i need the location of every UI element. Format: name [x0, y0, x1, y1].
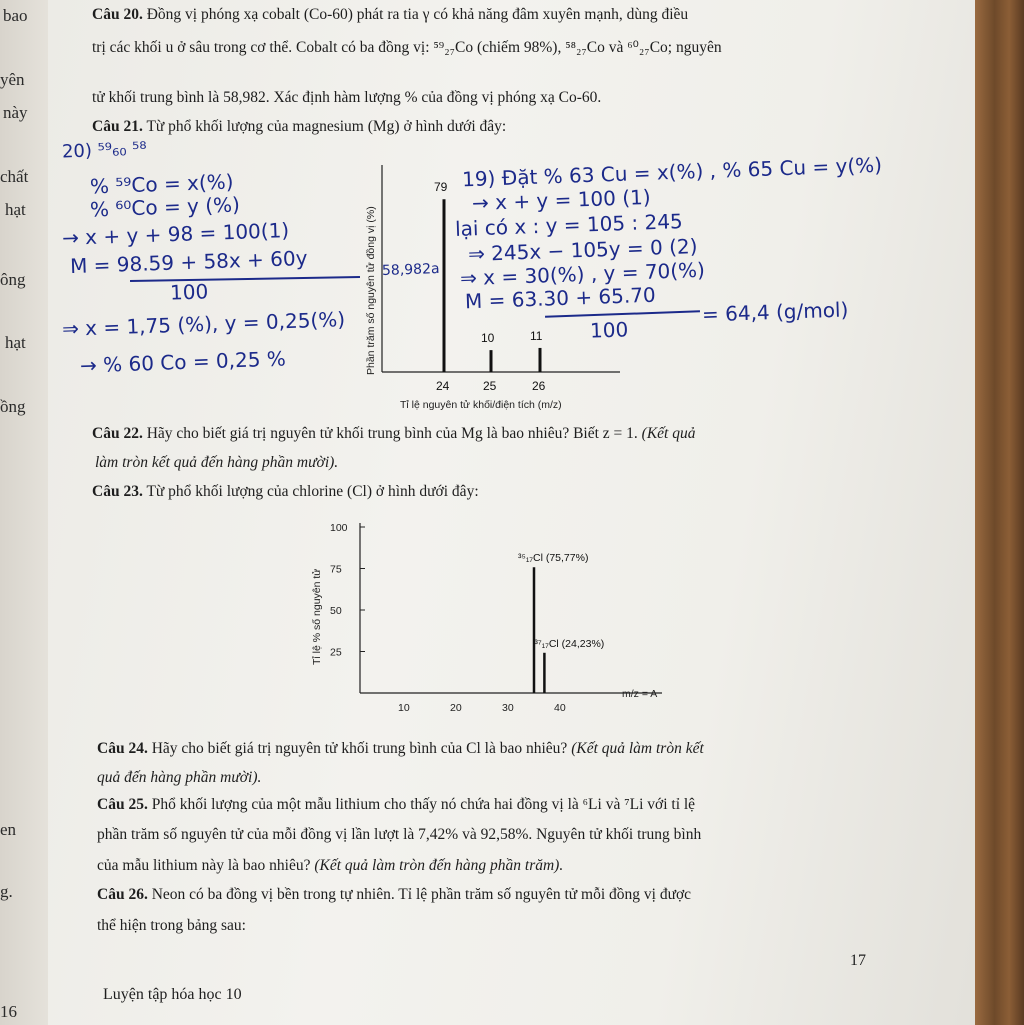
book-title: Luyện tập hóa học 10: [103, 986, 242, 1003]
question-text: Neon có ba đồng vị bền trong tự nhiên. Tỉ lệ phần trăm số nguyên tử mỗi đồng vị được: [151, 886, 692, 903]
question-22: [92, 425, 695, 443]
left-page-fragment: ồng: [0, 397, 26, 416]
question-26: [97, 886, 691, 904]
x-tick-label: 10: [398, 702, 410, 714]
handwritten-note: → % 60 Co = 0,25 %: [79, 346, 287, 378]
handwritten-note: ⇒ x = 30(%) , y = 70(%): [459, 257, 706, 291]
question-24-line-2: quả đến hàng phần mười).: [97, 769, 262, 786]
question-text: Từ phổ khối lượng của magnesium (Mg) ở hình dưới đây:: [146, 118, 507, 135]
question-text: Phổ khối lượng của một mẫu lithium cho thấy nó chứa hai đồng vị là ⁶Li và ⁷Li với tỉ lệ: [151, 796, 696, 813]
question-25-line-2: phần trăm số nguyên tử của mỗi đồng vị lần lượt là 7,42% và 92,58%. Nguyên tử khối trung bình: [97, 826, 702, 843]
question-note: (Kết quả làm tròn kết: [571, 740, 704, 757]
question-number: Câu 24.: [97, 740, 148, 757]
x-tick-label: 40: [554, 702, 566, 714]
question-20-line-3: tử khối trung bình là 58,982. Xác định hàm lượng % của đồng vị phóng xạ Co-60.: [92, 89, 602, 106]
x-axis-label: m/z = A: [622, 688, 658, 700]
handwritten-note: 100: [589, 317, 629, 343]
peak-value-label: 79: [434, 180, 448, 195]
left-page-fragment: en: [0, 820, 17, 839]
question-number: Câu 20.: [92, 6, 143, 23]
question-number: Câu 21.: [92, 118, 143, 135]
x-tick-label: 24: [436, 379, 450, 393]
handwritten-note: → x + y = 100 (1): [471, 184, 651, 216]
question-number: Câu 22.: [92, 425, 143, 442]
x-tick-label: 25: [483, 379, 497, 393]
question-25-line-3: [97, 857, 563, 875]
question-note: (Kết quả: [641, 425, 696, 442]
question-22-line-2: làm tròn kết quả đến hàng phần mười).: [95, 454, 339, 471]
left-page-fragment: ông: [0, 270, 26, 289]
wood-table-background: [975, 0, 1024, 1025]
handwritten-note: ⇒ x = 1,75 (%), y = 0,25(%): [61, 307, 346, 341]
left-page-fragment: bao: [3, 6, 28, 25]
question-24: [97, 740, 704, 758]
x-tick-label: 20: [450, 702, 462, 714]
handwritten-note: ⇒ 245x − 105y = 0 (2): [467, 234, 698, 266]
question-text: Từ phổ khối lượng của chlorine (Cl) ở hình dưới đây:: [146, 483, 479, 500]
left-page-fragment: 16: [0, 1002, 17, 1021]
question-20: [92, 6, 688, 24]
handwritten-note: → x + y + 98 = 100(1): [61, 218, 290, 250]
question-text: của mẫu lithium này là bao nhiêu?: [97, 857, 311, 874]
question-20-line-2: trị các khối u ở sâu trong cơ thể. Cobalt có ba đồng vị: ⁵⁹₂₇Co (chiếm 98%), ⁵⁸₂₇Co và ⁶⁰₂₇Co; nguyên: [92, 39, 722, 56]
question-number: Câu 25.: [97, 796, 148, 813]
handwritten-note: M = 63.30 + 65.70: [464, 282, 657, 314]
question-23: [92, 483, 479, 501]
y-tick-label: 25: [330, 646, 342, 659]
peak-value-label: ³⁵₁₇Cl (75,77%): [518, 552, 589, 565]
handwritten-note: 58,982a: [381, 261, 440, 279]
y-tick-label: 100: [330, 522, 348, 534]
y-tick-label: 75: [330, 563, 342, 576]
question-25: [97, 796, 695, 814]
question-number: Câu 26.: [97, 886, 148, 903]
handwritten-note: = 64,4 (g/mol): [701, 297, 849, 327]
left-page-fragment: yên: [0, 70, 25, 89]
y-tick-label: 50: [330, 605, 342, 617]
y-axis-label: Tỉ lệ % số nguyên tử: [311, 568, 323, 665]
question-text: Hãy cho biết giá trị nguyên tử khối trung bình của Cl là bao nhiêu?: [151, 740, 568, 757]
question-number: Câu 23.: [92, 483, 143, 500]
x-tick-label: 26: [532, 379, 546, 393]
handwritten-note: 19) Đặt % 63 Cu = x(%) , % 65 Cu = y(%): [461, 152, 883, 192]
handwritten-note: % ⁶⁰Co = y (%): [89, 192, 241, 222]
left-page-fragment: g.: [0, 882, 13, 901]
question-26-line-2: thể hiện trong bảng sau:: [97, 917, 246, 934]
x-axis-label: Tỉ lệ nguyên tử khối/điện tích (m/z): [400, 399, 562, 411]
question-text: Hãy cho biết giá trị nguyên tử khối trung bình của Mg là bao nhiêu? Biết z = 1.: [146, 425, 638, 442]
cl-mass-spectrum-chart: [300, 515, 680, 725]
left-page-fragment: hạt: [5, 200, 26, 219]
peak-value-label: ³⁷₁₇Cl (24,23%): [534, 637, 605, 650]
handwritten-note: lại có x : y = 105 : 245: [454, 209, 684, 241]
left-page-fragment: hạt: [5, 333, 26, 352]
peak-value-label: 11: [530, 328, 543, 343]
y-axis-label: Phần trăm số nguyên tử đồng vị (%): [365, 206, 377, 375]
peak-value-label: 10: [481, 331, 495, 346]
handwritten-note: 20) ⁵⁹₆₀ ⁵⁸: [61, 138, 148, 163]
handwritten-note: 100: [169, 279, 209, 305]
left-page-fragment: chất: [0, 167, 29, 186]
question-21: [92, 118, 506, 136]
left-page-fragment: này: [3, 103, 28, 122]
x-tick-label: 30: [502, 702, 514, 714]
question-text: Đồng vị phóng xạ cobalt (Co-60) phát ra tia γ có khả năng đâm xuyên mạnh, dùng điều: [146, 6, 689, 23]
handwritten-note: % ⁵⁹Co = x(%): [89, 169, 234, 199]
handwritten-note: M = 98.59 + 58x + 60y: [69, 245, 308, 279]
page-number: 17: [850, 952, 866, 969]
question-note: (Kết quả làm tròn đến hàng phần trăm).: [314, 857, 564, 874]
